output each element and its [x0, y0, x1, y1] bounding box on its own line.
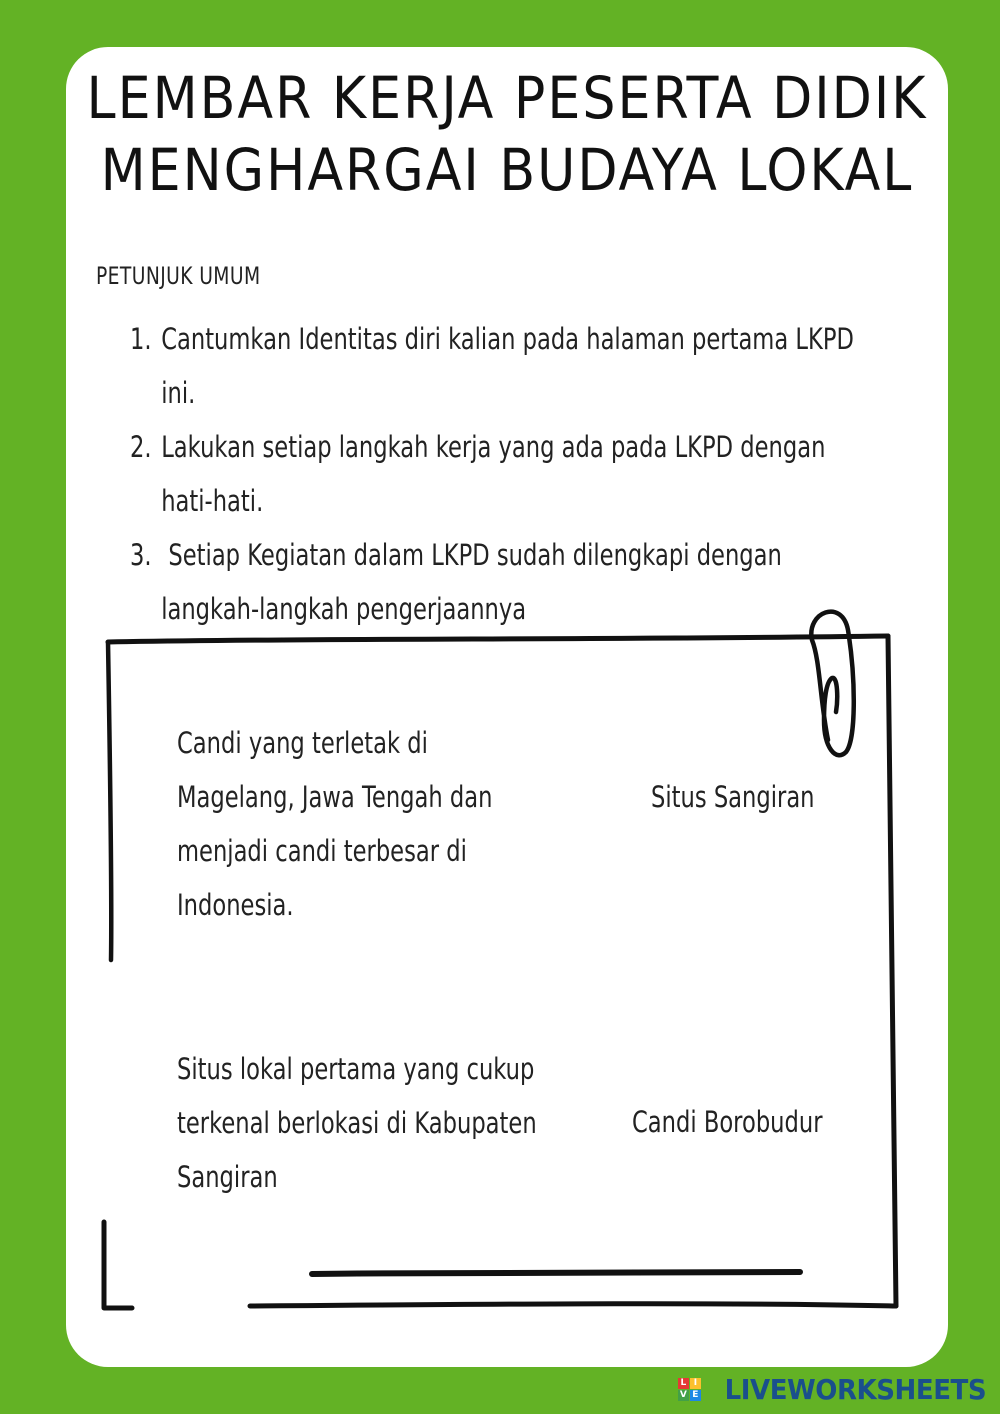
title-line-1: LEMBAR KERJA PESERTA DIDIK	[86, 64, 928, 132]
liveworksheets-logo	[678, 1372, 986, 1406]
instruction-text: Lakukan setiap langkah kerja yang ada pada LKPD dengan hati-hati.	[161, 430, 826, 518]
instruction-item	[130, 312, 879, 420]
logo-mark-letter: L	[678, 1378, 689, 1389]
page-title	[66, 62, 948, 206]
instruction-number: 3.	[130, 538, 152, 572]
logo-mark-letter: E	[690, 1390, 701, 1401]
instruction-text: Setiap Kegiatan dalam LKPD sudah dilengkapi dengan langkah-langkah pengerjaannya	[161, 538, 790, 626]
instruction-number: 2.	[130, 430, 152, 464]
instruction-item	[130, 420, 879, 528]
title-line-2: MENGHARGAI BUDAYA LOKAL	[100, 136, 914, 204]
instruction-text: Cantumkan Identitas diri kalian pada halaman pertama LKPD ini.	[161, 322, 854, 410]
logo-mark-letter: I	[690, 1378, 701, 1389]
instruction-item	[130, 528, 879, 636]
instruction-number: 1.	[130, 322, 152, 356]
logo-mark-letter: V	[678, 1390, 689, 1401]
match-prompt-2: Situs lokal pertama yang cukup terkenal berlokasi di Kabupaten Sangiran	[177, 1052, 537, 1194]
instructions-heading: PETUNJUK UMUM	[96, 262, 261, 290]
instructions-list	[130, 312, 879, 636]
logo-text: LIVEWORKSHEETS	[724, 1372, 986, 1406]
logo-mark-icon	[678, 1378, 701, 1401]
match-answer-2[interactable]: Candi Borobudur	[632, 1105, 823, 1139]
match-prompt-1: Candi yang terletak di Magelang, Jawa Tengah dan menjadi candi terbesar di Indonesia.	[177, 726, 493, 922]
match-answer-1[interactable]: Situs Sangiran	[651, 780, 815, 814]
